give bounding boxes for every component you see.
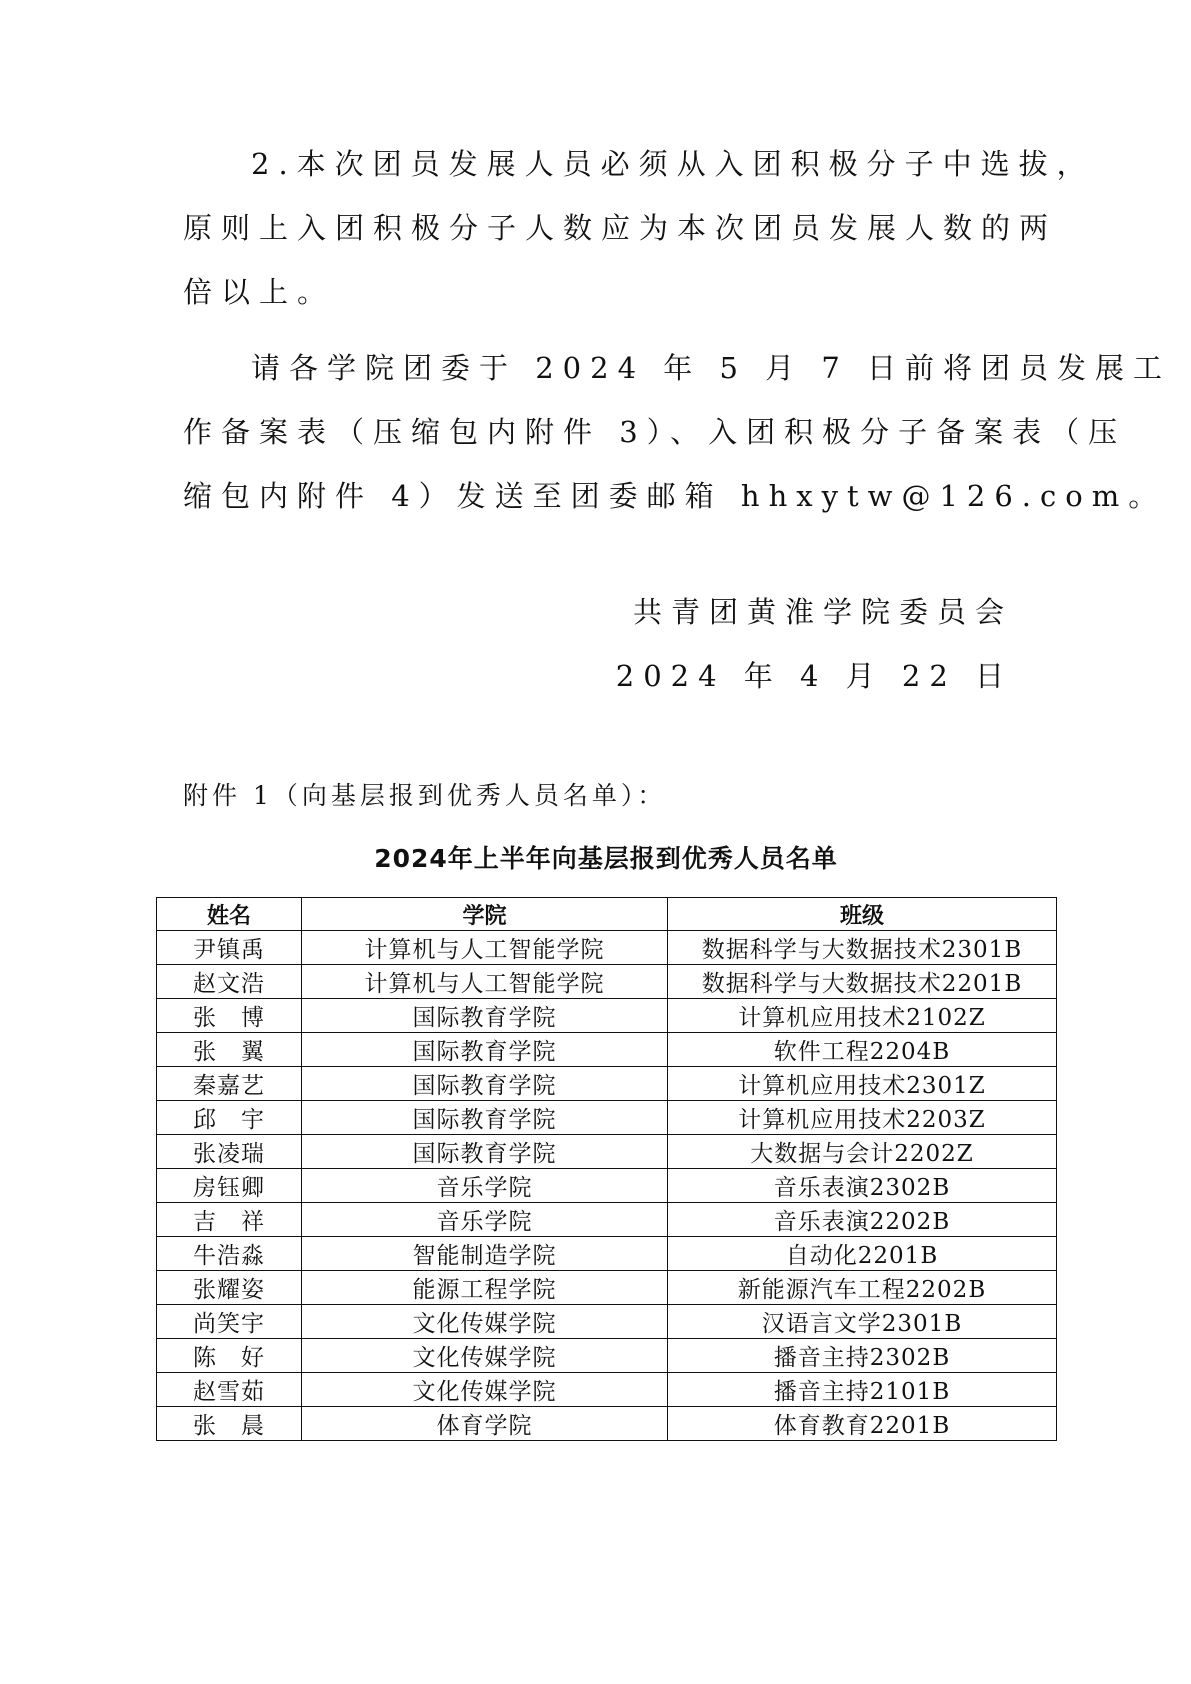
cell-college: 音乐学院 [302,1203,668,1237]
cell-college: 计算机与人工智能学院 [302,965,668,999]
paragraph-submission-notice [183,336,1172,528]
cell-college: 计算机与人工智能学院 [302,931,668,965]
cell-class: 播音主持2302B [668,1339,1057,1373]
table-row [157,1271,1057,1305]
header-college: 学院 [302,898,668,931]
table-row [157,1101,1057,1135]
cell-class: 音乐表演2202B [668,1203,1057,1237]
cell-name: 张凌瑞 [157,1135,302,1169]
cell-name: 尹镇禹 [157,931,302,965]
cell-class: 汉语言文学2301B [668,1305,1057,1339]
table-row [157,1135,1057,1169]
cell-name: 牛浩淼 [157,1237,302,1271]
table-row [157,931,1057,965]
text-line: 倍以上。 [183,275,336,309]
cell-name: 房钰卿 [157,1169,302,1203]
cell-college: 文化传媒学院 [302,1305,668,1339]
cell-name: 赵文浩 [157,965,302,999]
cell-name: 陈 好 [157,1339,302,1373]
cell-college: 国际教育学院 [302,1135,668,1169]
cell-class: 数据科学与大数据技术2301B [668,931,1057,965]
cell-class: 自动化2201B [668,1237,1057,1271]
text-line: 作备案表（压缩包内附件 3）、入团积极分子备案表（压 [183,415,1127,449]
signature-date: 2024 年 4 月 22 日 [615,659,1013,693]
paragraph-selection-rule [183,132,1095,324]
cell-name: 张 翼 [157,1033,302,1067]
signature-organization: 共青团黄淮学院委员会 [632,595,1013,629]
cell-college: 能源工程学院 [302,1271,668,1305]
table-row [157,1067,1057,1101]
table-row [157,1169,1057,1203]
cell-college: 文化传媒学院 [302,1373,668,1407]
cell-name: 张 晨 [157,1407,302,1441]
cell-class: 计算机应用技术2301Z [668,1067,1057,1101]
table-row [157,1339,1057,1373]
cell-class: 播音主持2101B [668,1373,1057,1407]
cell-college: 音乐学院 [302,1169,668,1203]
attachment-label: 附件 1（向基层报到优秀人员名单）： [183,781,667,810]
text-line: 原则上入团积极分子人数应为本次团员发展人数的两 [183,211,1058,245]
cell-class: 音乐表演2302B [668,1169,1057,1203]
table-header-row [157,898,1057,931]
cell-name: 秦嘉艺 [157,1067,302,1101]
cell-college: 文化传媒学院 [302,1339,668,1373]
cell-class: 计算机应用技术2203Z [668,1101,1057,1135]
table-title: 2024年上半年向基层报到优秀人员名单 [374,844,838,873]
table-row [157,1237,1057,1271]
cell-class: 新能源汽车工程2202B [668,1271,1057,1305]
cell-college: 国际教育学院 [302,999,668,1033]
cell-name: 张耀姿 [157,1271,302,1305]
cell-name: 邱 宇 [157,1101,302,1135]
cell-college: 国际教育学院 [302,1033,668,1067]
cell-class: 软件工程2204B [668,1033,1057,1067]
table-row [157,999,1057,1033]
text-line: 2.本次团员发展人员必须从入团积极分子中选拔， [251,147,1095,181]
cell-name: 吉 祥 [157,1203,302,1237]
cell-class: 计算机应用技术2102Z [668,999,1057,1033]
table-row [157,1305,1057,1339]
table-row [157,965,1057,999]
header-class: 班级 [668,898,1057,931]
table-row [157,1407,1057,1441]
cell-college: 国际教育学院 [302,1067,668,1101]
header-name: 姓名 [157,898,302,931]
text-line: 缩包内附件 4）发送至团委邮箱 hhxytw@126.com。 [183,479,1167,513]
cell-class: 大数据与会计2202Z [668,1135,1057,1169]
cell-college: 智能制造学院 [302,1237,668,1271]
cell-class: 体育教育2201B [668,1407,1057,1441]
text-line: 请各学院团委于 2024 年 5 月 7 日前将团员发展工 [251,351,1172,385]
table-row [157,1033,1057,1067]
cell-name: 赵雪茹 [157,1373,302,1407]
attachment-table-section [156,833,1056,1441]
table-row [157,1373,1057,1407]
cell-class: 数据科学与大数据技术2201B [668,965,1057,999]
cell-college: 国际教育学院 [302,1101,668,1135]
cell-college: 体育学院 [302,1407,668,1441]
cell-name: 尚笑宇 [157,1305,302,1339]
table-row [157,1203,1057,1237]
cell-name: 张 博 [157,999,302,1033]
personnel-table [156,897,1057,1441]
